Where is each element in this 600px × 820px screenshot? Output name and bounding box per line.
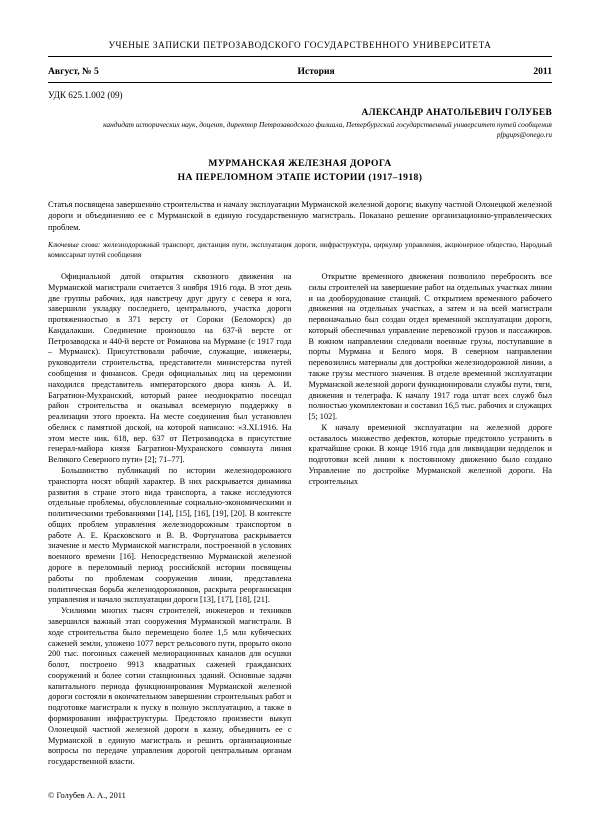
- body-paragraph: Открытие временного движения позволило перебросить все силы строителей на завершение работ на отдельных участках линии и на дооборудование станций. С открытием временного рабочего движения на отдельных участках, а затем и на всей магистрали первоначально был создан отдел временной эксплуатации дороги, который обеспечивал управление перевозкой грузов и пассажиров. В южном направлении следовали военные грузы, поступавшие в порты Мурмана и Белого моря. В северном направлении перевозились материалы для достройки железнодорожной линии, а также грузы местного значения. В отделе временной эксплуатации Мурманской железной дороги функционировали службы пути, тяги, движения и телеграфа. К началу 1917 года штат всех служб был полностью укомплектован и составил 16,5 тыс. рабочих и служащих [5; 102].: [308, 271, 552, 422]
- author-block: [48, 108, 552, 139]
- issue-line: [48, 66, 552, 83]
- udc-code: УДК 625.1.002 (09): [48, 90, 123, 100]
- author-name: АЛЕКСАНДР АНАТОЛЬЕВИЧ ГОЛУБЕВ: [361, 108, 552, 118]
- copyright-footer: © Голубев А. А., 2011: [48, 791, 126, 800]
- keywords-label: Ключевые слова:: [48, 241, 101, 250]
- article-title-line-1: МУРМАНСКАЯ ЖЕЛЕЗНАЯ ДОРОГА: [208, 157, 392, 169]
- body-paragraph: Усилиями многих тысяч строителей, инженеров и техников завершился важный этап сооружения Мурманской магистрали. В ходе строительства было перемещено более 1,5 млн кубических саженей земли, уложено 1077 верст рельсового пути, прорыто около 200 тыс. погонных саженей мелиорационных каналов для осушки болот, построено 9913 квадратных саженей гражданских сооружений и более сотни станционных зданий. Основные задачи капитального периода функционирования Мурманской железной дороги состояли в окончательном завершении строительных работ и подготовке магистрали к пуску в полную эксплуатацию, а также в формировании инфраструктуры. Предстояло произвести выкуп Олонецкой частной железной дороги в казну, объединить ее с Мурманской в единую магистраль и решить организационные вопросы по передаче управления дорогой центральным органам государственной власти.: [48, 606, 292, 767]
- abstract: Статья посвящена завершению строительства и началу эксплуатации Мурманской железной дороги; выкупу частной Олонецкой железной дороги и объединению ее с Мурманской в единую государственную магистраль. Показано решение организационно-управленческих проблем.: [48, 198, 552, 232]
- keywords-text: железнодорожный транспорт, дистанция пути, эксплуатация дороги, инфраструктура, циркуляр управления, акционерное общество, Народный комиссариат путей сообщения: [48, 241, 552, 259]
- body-paragraph: К началу временной эксплуатации на железной дороге оставалось множество дефектов, которые предстояло устранить в кратчайшие сроки. В конце 1916 года для ликвидации недоделок и подготовки всей линии к постоянному движению было создано Управление по достройке Мурманской железной дороги. На строительных: [308, 422, 552, 486]
- article-title-line-2: НА ПЕРЕЛОМНОМ ЭТАПЕ ИСТОРИИ (1917–1918): [177, 171, 423, 183]
- author-affiliation: кандидат исторических наук, доцент, директор Петрозаводского филиала, Петербургский государственный университет путей сообщения: [103, 120, 552, 129]
- article-title: [48, 157, 552, 185]
- issue-year: 2011: [533, 66, 552, 77]
- body-columns: [48, 272, 552, 788]
- body-paragraph: Официальной датой открытия сквозного движения на Мурманской магистрали считается 3 ноября 1916 года. В этот день две группы рабочих, идя навстречу друг другу с севера и юга, завершили укладку последнего, центрального, участка дороги протяженностью в 371 версту от Сороки (Беломорск) до Кандалакши. Соединение произошло на 637-й версте от Петрозаводска и 440-й версте от Романова на Мурмане (с 1917 года – Мурманск). Присутствовали рабочие, служащие, инженеры, руководители строительства, представители министерства путей сообщения и финансов. Среди официальных лиц на церемонии находился представитель императорского двора князь А. И. Багратион-Мухранский, который ранее неоднократно посещал район строительства и оказывал всемерную поддержку в реализации этого проекта. На месте соединения был установлен обелиск с памятной доской, на которой написано: «З.XI.1916. На этом месте ник. 618, вер. 637 от Петрозаводска в присутствие генерал-майора князя Багратион-Мухранского сомкнута линия Великого Северного пути» [2]; 71–77].: [48, 271, 292, 465]
- author-email[interactable]: pfpgups@onego.ru: [496, 130, 552, 139]
- issue-month: Август, № 5: [48, 66, 99, 77]
- body-paragraph: Большинство публикаций по истории железнодорожного транспорта носят общий характер. В них раскрывается динамика развития в стране этого вида транспорта, а также исследуются отдельные проблемы, обусловленные социально-экономическими и политическими требованиями [14], [15], [16], [19], [20]. В контексте общих проблем управления железнодорожным транспортом в работе А. Е. Красковского и В. В. Фортунатова раскрывается значение и место Мурманской магистрали, построенной в условиях военного времени [16]. Непосредственно Мурманской железной дороге в переломный период российской истории посвящены работы по проблемам сооружения линии, представлена политическая борьба железнодорожников, раскрыта реорганизация управления и начало эксплуатации дороги [13], [17], [18], [21].: [48, 466, 292, 605]
- issue-section: История: [297, 66, 335, 77]
- journal-title: УЧЕНЫЕ ЗАПИСКИ ПЕТРОЗАВОДСКОГО ГОСУДАРСТВЕННОГО УНИВЕРСИТЕТА: [48, 40, 552, 57]
- keywords: [48, 241, 552, 260]
